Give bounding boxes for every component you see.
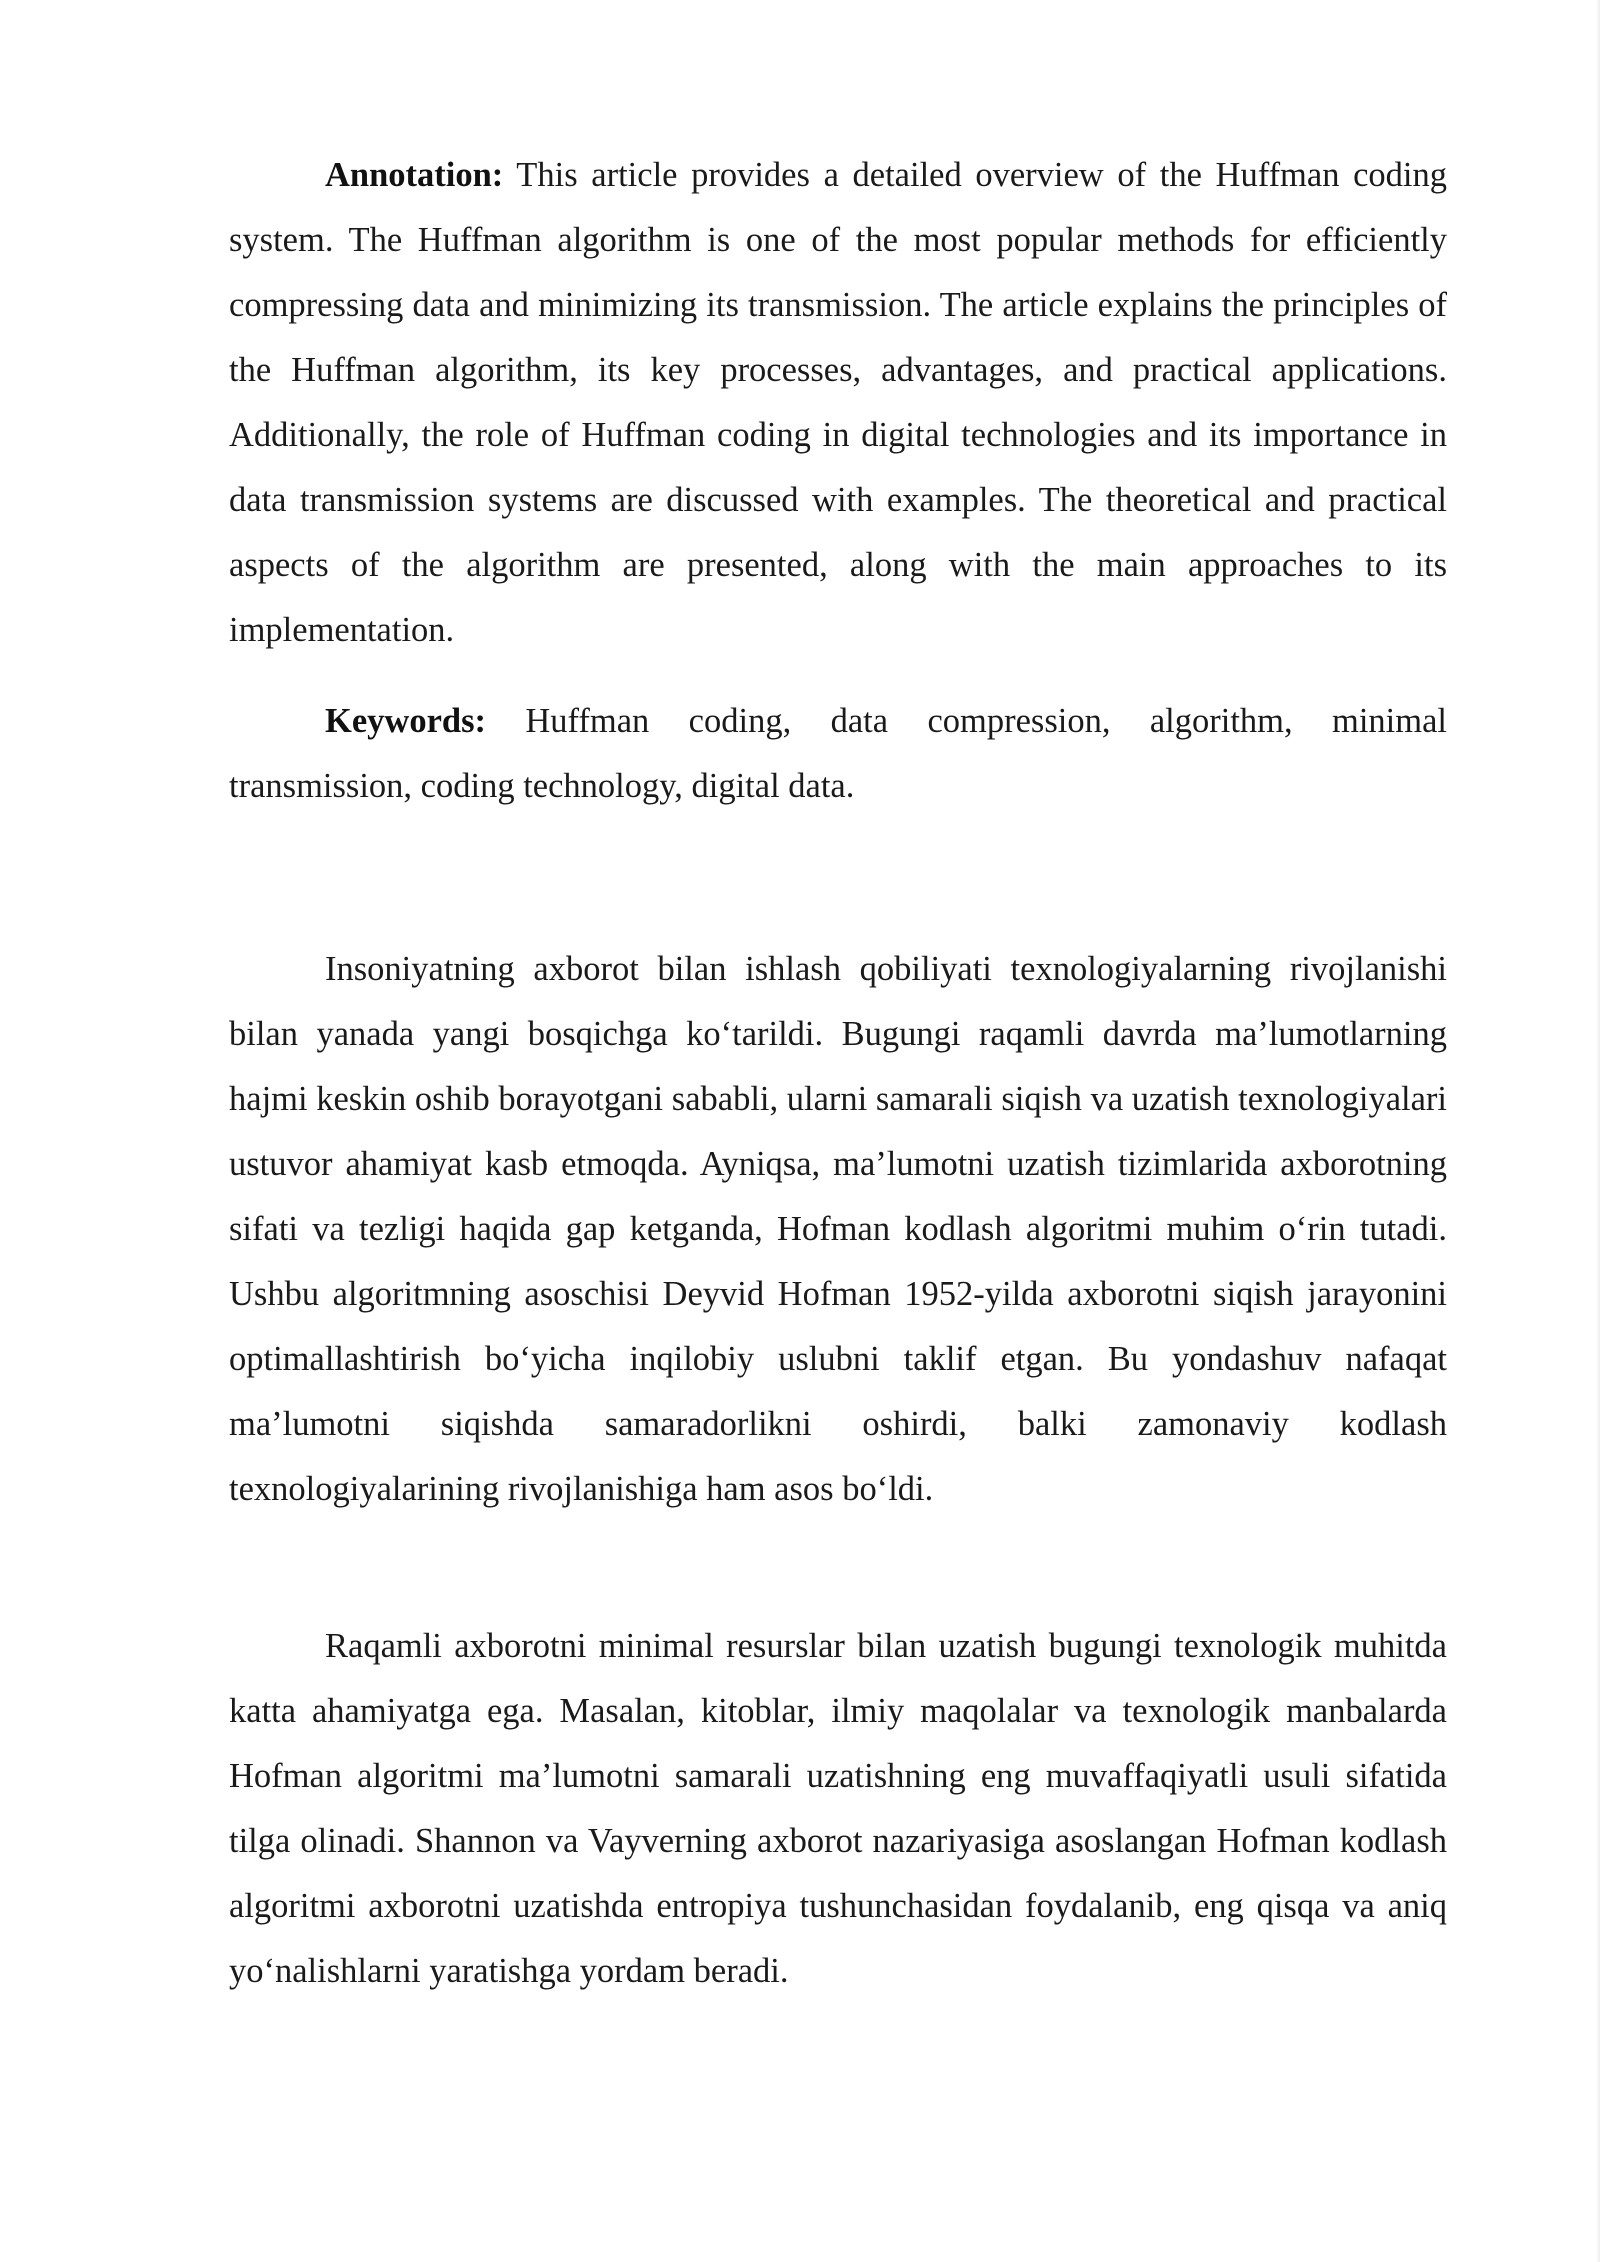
annotation-label: Annotation:	[325, 156, 504, 194]
page-edge-shadow	[1596, 0, 1600, 2262]
annotation-paragraph	[229, 143, 1447, 663]
keywords-label: Keywords:	[325, 702, 486, 740]
keywords-text: Huffman coding, data compression, algorithm, minimal transmission, coding technology, digital data.	[229, 702, 1447, 805]
body-paragraph-1: Insoniyatning axborot bilan ishlash qobiliyati texnologiyalarning rivojlanishi bilan yanada yangi bosqichga ko‘tarildi. Bugungi raqamli davrda ma’lumotlarning hajmi keskin oshib borayotgani sababli, ularni samarali siqish va uzatish texnologiyalari ustuvor ahamiyat kasb etmoqda. Ayniqsa, ma’lumotni uzatish tizimlarida axborotning sifati va tezligi haqida gap ketganda, Hofman kodlash algoritmi muhim o‘rin tutadi. Ushbu algoritmning asoschisi Deyvid Hofman 1952-yilda axborotni siqish jarayonini optimallashtirish bo‘yicha inqilobiy uslubni taklif etgan. Bu yondashuv nafaqat ma’lumotni siqishda samaradorlikni oshirdi, balki zamonaviy kodlash texnologiyalarining rivojlanishiga ham asos bo‘ldi.	[229, 950, 1447, 1508]
keywords-paragraph	[229, 689, 1447, 819]
annotation-text: This article provides a detailed overview of the Huffman coding system. The Huffman algorithm is one of the most popular methods for efficiently compressing data and minimizing its transmission. The article explains the principles of the Huffman algorithm, its key processes, advantages, and practical applications. Additionally, the role of Huffman coding in digital technologies and its importance in data transmission systems are discussed with examples. The theoretical and practical aspects of the algorithm are presented, along with the main approaches to its implementation.	[229, 156, 1447, 649]
body-paragraph-2: Raqamli axborotni minimal resurslar bilan uzatish bugungi texnologik muhitda katta ahamiyatga ega. Masalan, kitoblar, ilmiy maqolalar va texnologik manbalarda Hofman algoritmi ma’lumotni samarali uzatishning eng muvaffaqiyatli usuli sifatida tilga olinadi. Shannon va Vayverning axborot nazariyasiga asoslangan Hofman kodlash algoritmi axborotni uzatishda entropiya tushunchasidan foydalanib, eng qisqa va aniq yo‘nalishlarni yaratishga yordam beradi.	[229, 1627, 1447, 1990]
